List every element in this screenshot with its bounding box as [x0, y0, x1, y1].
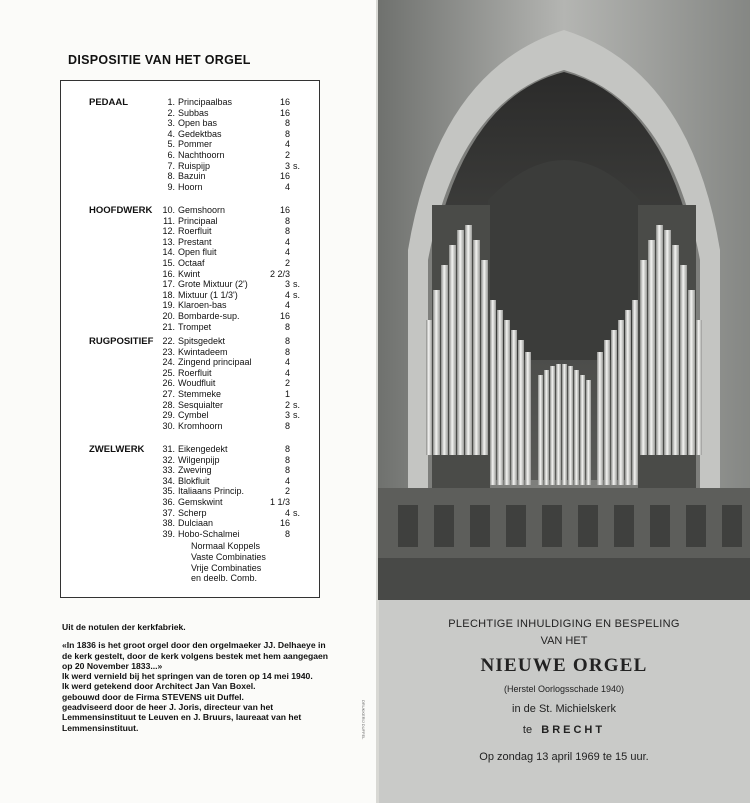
stop-row	[61, 150, 319, 161]
stop-name: Gemskwint	[178, 497, 223, 507]
printer-imprint: DRUKKERIJ DUFFEL	[361, 700, 366, 740]
stop-pitch: 2	[284, 486, 290, 497]
stop-pitch: 16	[279, 311, 290, 321]
stop-name: Scherp	[178, 507, 207, 518]
stop-name: Kromhoorn	[178, 420, 223, 431]
stop-number: 18.	[162, 289, 175, 300]
section-heading: PEDAAL	[89, 97, 129, 108]
stop-row	[61, 486, 319, 497]
caption-place	[378, 724, 750, 736]
stop-name: Bombarde-sup.	[178, 311, 240, 321]
caption-date: Op zondag 13 april 1969 te 15 uur.	[479, 751, 649, 763]
stop-number: 17.	[162, 279, 175, 290]
stop-name: Trompet	[178, 321, 212, 332]
stop-pitch: 2 2/3	[269, 268, 290, 279]
stop-row	[61, 269, 319, 280]
stop-name: Stemmeke	[178, 389, 222, 399]
stop-name: Cymbel	[178, 410, 209, 421]
stop-pitch: 8	[284, 420, 290, 431]
stop-pitch: 3	[284, 160, 290, 171]
stop-pitch: 8	[284, 226, 290, 237]
stop-pitch: 4	[284, 236, 290, 247]
stop-number: 38.	[162, 518, 175, 529]
stop-number: 33.	[162, 465, 175, 476]
stop-name: Prestant	[178, 236, 212, 247]
stop-pitch: 2	[284, 258, 290, 268]
stop-name: Dulciaan	[178, 518, 214, 529]
section-heading: ZWELWERK	[89, 444, 145, 455]
stop-pitch: 4	[284, 475, 290, 486]
stop-name: Roerfluit	[178, 367, 212, 378]
stop-number: 21.	[162, 321, 175, 332]
stop-number: 19.	[162, 300, 175, 311]
stop-pitch: 4	[284, 289, 290, 300]
stop-number: 9.	[167, 181, 175, 192]
stop-number: 36.	[162, 497, 175, 507]
stop-name: Italiaans Princip.	[178, 486, 245, 497]
stop-row	[61, 118, 319, 129]
stop-number: 37.	[162, 507, 175, 518]
stop-name: Gedektbas	[178, 128, 222, 139]
stop-row	[61, 421, 319, 432]
stop-pitch: 16	[279, 107, 290, 118]
stop-row	[61, 237, 319, 248]
stop-pitch: 4	[284, 507, 290, 518]
stop-pitch: 16	[279, 518, 290, 529]
stop-name: Ruispijp	[178, 160, 211, 171]
stop-number: 30.	[162, 420, 175, 431]
stop-pitch: 4	[284, 139, 290, 150]
caption-town: BRECHT	[541, 724, 606, 736]
stop-name: Wilgenpijp	[178, 454, 220, 465]
stop-number: 31.	[162, 444, 175, 454]
stop-row	[61, 247, 319, 258]
stop-number: 27.	[162, 389, 175, 399]
stop-number: 7.	[167, 160, 175, 171]
notes-line: Ik werd vernield bij het springen van de toren op 14 mei 1940.	[62, 671, 313, 682]
stop-pitch: 4	[284, 247, 290, 258]
stop-name: Woudfluit	[178, 378, 216, 389]
stop-extra: s.	[293, 289, 301, 300]
stop-number: 35.	[162, 486, 175, 497]
stop-number: 4.	[167, 128, 175, 139]
stop-pitch: 4	[284, 367, 290, 378]
notes-heading: Uit de notulen der kerkfabriek.	[62, 622, 186, 632]
stop-row	[61, 139, 319, 150]
stop-name: Klaroen-bas	[178, 300, 227, 311]
stop-number: 28.	[162, 399, 175, 410]
stop-pitch: 8	[284, 215, 290, 226]
stop-name: Sesquialter	[178, 399, 224, 410]
stop-pitch: 1 1/3	[269, 497, 290, 507]
stop-row	[61, 161, 319, 172]
stop-name: Kwintadeem	[178, 346, 228, 357]
stop-row	[61, 444, 319, 455]
stop-row	[61, 497, 319, 508]
stop-name: Open fluit	[178, 247, 217, 258]
accessory-line: Normaal Koppels	[191, 541, 261, 552]
stop-pitch: 8	[284, 528, 290, 539]
notes-line: gebouwd door de Firma STEVENS uit Duffel.	[62, 691, 244, 702]
section-heading: HOOFDWERK	[89, 205, 153, 216]
stop-number: 24.	[162, 357, 175, 368]
stop-pitch: 2	[284, 378, 290, 389]
stop-name: Kwint	[178, 268, 201, 279]
stop-pitch: 8	[284, 128, 290, 139]
stop-row	[61, 216, 319, 227]
stop-number: 26.	[162, 378, 175, 389]
stop-number: 39.	[162, 528, 175, 539]
stop-row	[61, 108, 319, 119]
stop-pitch: 8	[284, 321, 290, 332]
stop-row	[61, 357, 319, 368]
stop-row	[61, 455, 319, 466]
stop-name: Octaaf	[178, 258, 205, 268]
stop-number: 10.	[162, 205, 175, 215]
stop-row	[61, 290, 319, 301]
caption-line: PLECHTIGE INHULDIGING EN BESPELING	[448, 618, 680, 630]
stop-number: 34.	[162, 475, 175, 486]
stop-name: Hoorn	[178, 181, 203, 192]
stop-extra: s.	[293, 410, 301, 421]
stop-row	[61, 322, 319, 333]
accessory-line: en deelb. Comb.	[191, 573, 258, 584]
caption-line: in de St. Michielskerk	[512, 703, 616, 715]
notes-line: geadviseerd door de heer J. Joris, directeur van het Lemmensinstituut te Leuven en J. Bruurs, laureaat van het Lemmensinstituut.	[62, 702, 302, 733]
stop-row	[61, 226, 319, 237]
stop-pitch: 3	[284, 279, 290, 290]
stop-name: Spitsgedekt	[178, 336, 226, 346]
stop-pitch: 8	[284, 444, 290, 454]
stop-number: 15.	[162, 258, 175, 268]
stop-number: 13.	[162, 236, 175, 247]
stop-list	[60, 80, 320, 598]
stop-number: 2.	[167, 107, 175, 118]
stop-pitch: 8	[284, 118, 290, 129]
stop-pitch: 3	[284, 410, 290, 421]
stop-name: Pommer	[178, 139, 213, 150]
stop-row	[61, 129, 319, 140]
notes-line: Ik werd getekend door Architect Jan Van Boxel.	[62, 681, 256, 692]
stop-number: 6.	[167, 150, 175, 160]
caption-headline: NIEUWE ORGEL	[480, 655, 648, 676]
caption-line: VAN HET	[540, 635, 588, 647]
stop-pitch: 16	[279, 205, 290, 215]
stop-name: Hobo-Schalmei	[178, 528, 240, 539]
stop-row	[61, 97, 319, 108]
stop-name: Open bas	[178, 118, 218, 129]
stop-pitch: 4	[284, 181, 290, 192]
stop-pitch: 8	[284, 346, 290, 357]
stop-row	[61, 508, 319, 519]
stop-number: 1.	[167, 97, 175, 107]
stop-pitch: 8	[284, 465, 290, 476]
accessory-line: Vaste Combinaties	[191, 552, 266, 562]
stop-row	[61, 300, 319, 311]
stop-number: 23.	[162, 346, 175, 357]
stop-pitch: 16	[279, 171, 290, 182]
caption	[378, 600, 750, 803]
stop-number: 22.	[162, 336, 175, 346]
stop-name: Zweving	[178, 465, 212, 476]
stop-name: Principaal	[178, 215, 218, 226]
stop-name: Subbas	[178, 107, 209, 118]
stop-extra: s.	[293, 279, 301, 290]
stop-name: Zingend principaal	[178, 357, 252, 368]
organ-photo-svg	[378, 0, 750, 600]
stop-row	[61, 205, 319, 216]
stop-row	[61, 368, 319, 379]
stop-name: Eikengedekt	[178, 444, 228, 454]
stop-pitch: 2	[284, 150, 290, 160]
stop-pitch: 4	[284, 357, 290, 368]
stop-name: Mixtuur (1 1/3')	[178, 289, 238, 300]
organ-photo	[378, 0, 750, 600]
stop-number: 20.	[162, 311, 175, 321]
stop-row	[61, 529, 319, 540]
stop-number: 11.	[163, 215, 175, 226]
stop-pitch: 1	[284, 389, 290, 399]
section-heading: RUGPOSITIEF	[89, 336, 154, 347]
stop-row	[61, 518, 319, 529]
stop-number: 25.	[162, 367, 175, 378]
stop-number: 32.	[162, 454, 175, 465]
stop-name: Nachthoorn	[178, 150, 225, 160]
stop-name: Principaalbas	[178, 97, 233, 107]
stop-row	[61, 171, 319, 182]
stop-number: 3.	[167, 118, 175, 129]
stop-number: 8.	[167, 171, 175, 182]
stop-row	[61, 400, 319, 411]
stop-name: Gemshoorn	[178, 205, 226, 215]
stop-number: 5.	[167, 139, 175, 150]
stop-name: Roerfluit	[178, 226, 212, 237]
stop-number: 16.	[162, 268, 175, 279]
stop-extra: s.	[293, 399, 301, 410]
stop-name: Grote Mixtuur (2')	[178, 279, 248, 290]
stop-number: 14.	[162, 247, 175, 258]
caption-line: (Herstel Oorlogsschade 1940)	[503, 684, 625, 694]
stop-row	[61, 347, 319, 358]
stop-row	[61, 311, 319, 322]
notes-line: «In 1836 is het groot orgel door den orgelmaeker JJ. Delhaeye in de kerk gestelt, door de kerk volgens bestek met hem aangegaen op 20 November 1833...»	[62, 640, 329, 671]
stop-row	[61, 258, 319, 269]
accessory-line: Vrije Combinaties	[191, 562, 262, 573]
stop-pitch: 4	[284, 300, 290, 311]
stop-name: Blokfluit	[178, 475, 210, 486]
stop-extra: s.	[293, 160, 301, 171]
stop-pitch: 8	[284, 336, 290, 346]
stop-extra: s.	[293, 507, 301, 518]
stop-row	[61, 389, 319, 400]
stop-number: 29.	[162, 410, 175, 421]
page-title: DISPOSITIE VAN HET ORGEL	[68, 53, 251, 67]
stop-pitch: 16	[279, 97, 290, 107]
stop-row	[61, 336, 319, 347]
stop-row	[61, 476, 319, 487]
stop-row	[61, 279, 319, 290]
stop-row	[61, 410, 319, 421]
notes	[62, 622, 334, 733]
stop-row	[61, 378, 319, 389]
stop-pitch: 2	[284, 399, 290, 410]
stop-name: Bazuin	[178, 171, 206, 182]
stop-number: 12.	[162, 226, 175, 237]
stop-pitch: 8	[284, 454, 290, 465]
stop-row	[61, 182, 319, 193]
stop-row	[61, 465, 319, 476]
caption-te: te	[522, 724, 533, 736]
